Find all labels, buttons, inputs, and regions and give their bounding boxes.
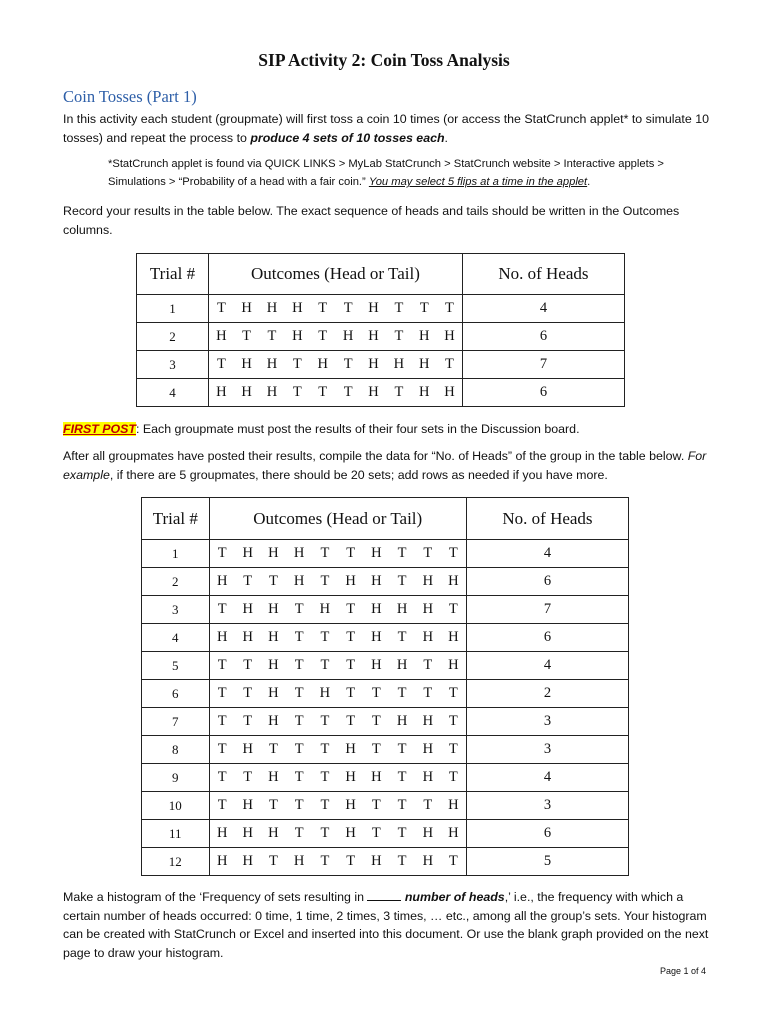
outcome-cell: H [389,652,415,680]
heads-count: 4 [466,540,628,568]
heads-count: 6 [466,624,628,652]
outcome-cell: T [285,351,310,379]
header-trial: Trial # [137,254,209,295]
outcome-cell: T [209,792,235,820]
table-row [142,652,629,680]
outcome-cell: T [312,652,338,680]
outcome-cell: T [386,295,411,323]
outcome-cell: H [363,568,389,596]
table-row [142,792,629,820]
outcome-cell: H [235,540,261,568]
outcome-cell: H [412,379,437,407]
outcome-cell: T [441,680,467,708]
table-row [142,736,629,764]
outcome-cell: H [209,820,235,848]
outcome-cell: T [261,568,287,596]
outcome-cell: H [415,708,441,736]
outcome-cell: H [338,736,364,764]
heads-count: 4 [466,652,628,680]
outcome-cell: T [235,708,261,736]
outcome-cell: H [286,568,312,596]
outcome-cell: H [286,848,312,876]
table-row [137,351,625,379]
outcome-cell: H [312,680,338,708]
outcome-cell: H [441,568,467,596]
outcome-cell: H [235,820,261,848]
outcome-cell: T [312,736,338,764]
trial-number: 5 [142,652,210,680]
outcome-cell: H [234,379,259,407]
histogram-text: Make a histogram of the ‘Frequency of sets resulting in [63,890,368,904]
trial-number: 10 [142,792,210,820]
outcome-cell: H [361,295,386,323]
table-row [137,295,625,323]
outcome-cell: H [235,792,261,820]
outcome-cell: T [235,764,261,792]
outcome-cell: H [209,568,235,596]
intro-text: In this activity each student (groupmate) will first toss a coin 10 times (or access the StatCrunch applet* to simulate 10 tosses) and repeat the process to [63,112,709,145]
outcome-cell: T [286,764,312,792]
note-text: *StatCrunch applet is found via QUICK LINKS > MyLab StatCrunch > StatCrunch website > Interactive applets > Simulations > “Probability of a head with a fair coin.” [108,158,664,188]
outcome-cell: T [286,792,312,820]
intro-end: . [444,130,448,145]
outcome-cell: T [338,680,364,708]
table-row [142,624,629,652]
histogram-text-end: ,’ i.e., the frequency with which a certain number of heads occurred: 0 time, 1 time, 2 times, 3 times, … etc., among all the group’s sets. Your histogram can be created with StatCrunch or Excel and inserted into this document. Or use the blank graph provided on the next page to draw your histogram. [63,890,709,960]
outcome-cell: H [261,708,287,736]
outcome-cell: T [312,624,338,652]
outcome-cell: T [209,596,235,624]
outcome-cell: T [437,295,462,323]
header-trial: Trial # [142,498,210,540]
outcome-cell: H [389,708,415,736]
outcome-cell: H [338,820,364,848]
trial-number: 3 [137,351,209,379]
group-results-table [141,497,629,876]
outcome-cell: T [235,680,261,708]
trial-number: 9 [142,764,210,792]
outcome-cell: T [338,596,364,624]
histogram-emphasis: number of heads [404,890,505,904]
intro-paragraph [63,110,713,147]
outcome-cell: H [261,764,287,792]
outcome-cell: H [259,379,284,407]
outcome-cell: T [338,652,364,680]
outcome-cell: T [415,792,441,820]
outcome-cell: H [361,351,386,379]
table-row [137,379,625,407]
outcome-cell: T [261,848,287,876]
section-heading: Coin Tosses (Part 1) [63,87,197,106]
outcome-cell: T [389,568,415,596]
trial-number: 8 [142,736,210,764]
outcome-cell: H [361,323,386,351]
table-header-row [137,254,625,295]
outcome-cell: T [363,680,389,708]
outcome-cell: H [441,792,467,820]
trial-number: 6 [142,680,210,708]
outcome-cell: H [259,351,284,379]
outcome-cell: T [312,848,338,876]
table-row [142,568,629,596]
outcome-cell: T [310,379,335,407]
compile-end: , if there are 5 groupmates, there should be 20 sets; add rows as needed if you have more. [109,467,608,482]
outcome-cell: H [386,351,411,379]
outcome-cell: H [261,820,287,848]
header-outcomes: Outcomes (Head or Tail) [208,254,462,295]
note-emphasis: You may select 5 flips at a time in the applet [368,176,588,188]
outcome-cell: T [209,736,235,764]
outcome-cell: H [235,624,261,652]
first-post-label: FIRST POST [63,422,136,436]
outcome-cell: T [259,323,284,351]
outcome-cell: T [389,624,415,652]
outcome-cell: T [208,351,233,379]
outcome-cell: T [312,568,338,596]
outcome-cell: T [386,323,411,351]
outcome-cell: H [363,596,389,624]
outcome-cell: T [389,820,415,848]
outcome-cell: H [363,652,389,680]
outcome-cell: T [389,736,415,764]
table-row [142,764,629,792]
heads-count: 4 [462,295,624,323]
heads-count: 2 [466,680,628,708]
outcome-cell: T [286,596,312,624]
compile-instructions [63,447,713,484]
heads-count: 4 [466,764,628,792]
outcome-cell: T [441,596,467,624]
histogram-instructions [63,888,713,962]
outcome-cell: H [415,596,441,624]
outcome-cell: H [415,820,441,848]
student-results-table [136,253,625,407]
outcome-cell: T [209,764,235,792]
outcome-cell: T [234,323,259,351]
outcome-cell: H [261,596,287,624]
heads-count: 3 [466,792,628,820]
outcome-cell: H [361,379,386,407]
outcome-cell: H [261,624,287,652]
outcome-cell: T [441,540,467,568]
outcome-cell: H [412,351,437,379]
outcome-cell: T [235,652,261,680]
heads-count: 6 [462,379,624,407]
outcome-cell: H [389,596,415,624]
trial-number: 11 [142,820,210,848]
outcome-cell: H [412,323,437,351]
outcome-cell: H [259,295,284,323]
outcome-cell: T [412,295,437,323]
outcome-cell: T [335,379,360,407]
heads-count: 3 [466,736,628,764]
outcome-cell: T [261,736,287,764]
outcome-cell: H [285,323,310,351]
outcome-cell: H [310,351,335,379]
outcome-cell: H [208,379,233,407]
outcome-cell: T [286,652,312,680]
outcome-cell: H [235,736,261,764]
outcome-cell: T [441,736,467,764]
outcome-cell: H [338,764,364,792]
outcome-cell: T [338,708,364,736]
outcome-cell: T [310,295,335,323]
outcome-cell: H [415,568,441,596]
intro-emphasis: produce 4 sets of 10 tosses each [250,130,445,145]
outcome-cell: H [441,652,467,680]
outcome-cell: T [286,680,312,708]
heads-count: 3 [466,708,628,736]
outcome-cell: T [389,540,415,568]
outcome-cell: T [335,351,360,379]
header-heads: No. of Heads [466,498,628,540]
outcome-cell: T [389,680,415,708]
header-heads: No. of Heads [462,254,624,295]
page-title: SIP Activity 2: Coin Toss Analysis [258,50,510,70]
trial-number: 3 [142,596,210,624]
outcome-cell: T [286,624,312,652]
outcome-cell: T [261,792,287,820]
applet-note [108,155,708,191]
outcome-cell: H [209,624,235,652]
outcome-cell: H [312,596,338,624]
outcome-cell: H [437,323,462,351]
outcome-cell: H [261,680,287,708]
trial-number: 12 [142,848,210,876]
outcome-cell: H [235,848,261,876]
outcome-cell: T [312,708,338,736]
outcome-cell: T [389,764,415,792]
outcome-cell: T [363,736,389,764]
outcome-cell: H [261,540,287,568]
outcome-cell: H [363,540,389,568]
table-row [142,596,629,624]
outcome-cell: T [415,540,441,568]
outcome-cell: T [312,792,338,820]
outcome-cell: T [312,540,338,568]
trial-number: 7 [142,708,210,736]
trial-number: 4 [137,379,209,407]
outcome-cell: T [415,652,441,680]
outcome-cell: H [285,295,310,323]
table-row [142,540,629,568]
trial-number: 1 [142,540,210,568]
outcome-cell: H [363,848,389,876]
outcome-cell: H [437,379,462,407]
trial-number: 2 [137,323,209,351]
compile-example: For example [63,449,707,482]
outcome-cell: T [286,708,312,736]
outcome-cell: H [234,295,259,323]
outcome-cell: T [312,820,338,848]
heads-count: 6 [462,323,624,351]
outcome-cell: T [389,848,415,876]
first-post-instruction [63,420,713,439]
outcome-cell: H [338,568,364,596]
outcome-cell: H [208,323,233,351]
trial-number: 2 [142,568,210,596]
outcome-cell: H [415,624,441,652]
outcome-cell: T [208,295,233,323]
heads-count: 5 [466,848,628,876]
heads-count: 6 [466,568,628,596]
outcome-cell: H [261,652,287,680]
outcome-cell: T [389,792,415,820]
outcome-cell: T [286,736,312,764]
outcome-cell: T [338,624,364,652]
heads-count: 7 [466,596,628,624]
outcome-cell: T [310,323,335,351]
outcome-cell: H [234,351,259,379]
outcome-cell: H [363,624,389,652]
page-number: Page 1 of 4 [659,966,706,976]
outcome-cell: T [209,708,235,736]
outcome-cell: T [209,540,235,568]
outcome-cell: T [338,848,364,876]
first-post-text: : Each groupmate must post the results of their four sets in the Discussion board. [135,422,580,436]
header-outcomes: Outcomes (Head or Tail) [209,498,466,540]
outcome-cell: T [363,708,389,736]
table-row [137,323,625,351]
outcome-cell: T [386,379,411,407]
record-instructions: Record your results in the table below. The exact sequence of heads and tails should be written in the Outcomes columns. [63,204,680,237]
outcome-cell: H [415,848,441,876]
outcome-cell: T [235,568,261,596]
outcome-cell: H [235,596,261,624]
outcome-cell: H [209,848,235,876]
outcome-cell: T [415,680,441,708]
outcome-cell: T [363,820,389,848]
outcome-cell: H [415,764,441,792]
outcome-cell: T [441,708,467,736]
outcome-cell: T [286,820,312,848]
table-row [142,820,629,848]
trial-number: 1 [137,295,209,323]
outcome-cell: T [363,792,389,820]
outcome-cell: H [441,624,467,652]
trial-number: 4 [142,624,210,652]
table-header-row [142,498,629,540]
table-row [142,708,629,736]
outcome-cell: T [312,764,338,792]
outcome-cell: T [441,764,467,792]
compile-text: After all groupmates have posted their results, compile the data for “No. of Heads” of the group in the table below. [63,449,688,463]
outcome-cell: T [209,652,235,680]
heads-count: 7 [462,351,624,379]
outcome-cell: H [441,820,467,848]
outcome-cell: T [209,680,235,708]
outcome-cell: H [335,323,360,351]
outcome-cell: H [286,540,312,568]
outcome-cell: H [338,792,364,820]
outcome-cell: T [335,295,360,323]
outcome-cell: T [285,379,310,407]
outcome-cell: H [415,736,441,764]
outcome-cell: H [363,764,389,792]
outcome-cell: T [441,848,467,876]
answer-blank[interactable] [367,890,401,901]
outcome-cell: T [437,351,462,379]
table-row [142,680,629,708]
outcome-cell: T [338,540,364,568]
note-end: . [587,176,591,188]
table-row [142,848,629,876]
heads-count: 6 [466,820,628,848]
